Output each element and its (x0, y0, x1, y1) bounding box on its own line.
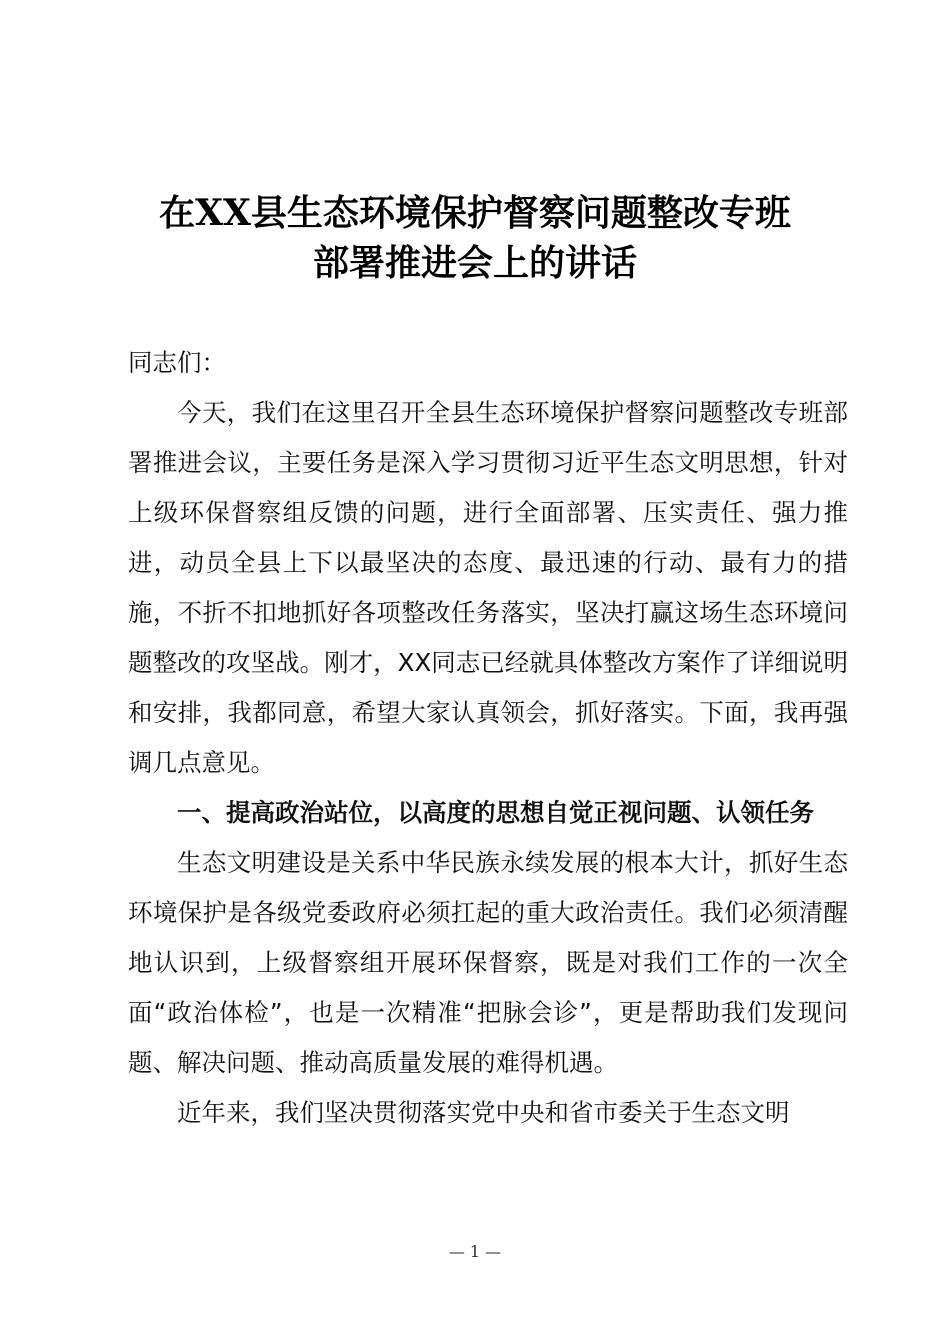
title-line-2: 部署推进会上的讲话 (312, 242, 637, 284)
page-number: — 1 — (448, 1242, 502, 1261)
salutation: 同志们： (128, 348, 226, 377)
document-body (128, 338, 848, 1138)
paragraph-intro: 今天，我们在这里召开全县生态环境保护督察问题整改专班部署推进会议，主要任务是深入学习贯彻习近平生态文明思想，针对上级环保督察组反馈的问题，进行全面部署、压实责任、强力推进，动员全县上下以最坚决的态度、最迅速的行动、最有力的措施，不折不扣地抓好各项整改任务落实，坚决打赢这场生态环境问题整改的攻坚战。刚才，XX同志已经就具体整改方案作了详细说明和安排，我都同意，希望大家认真领会，抓好落实。下面，我再强调几点意见。 (128, 398, 848, 777)
paragraph-section-1-continued: 近年来，我们坚决贯彻落实党中央和省市委关于生态文明 (177, 1098, 790, 1127)
document-title (100, 188, 850, 288)
section-heading-1: 一、提高政治站位，以高度的思想自觉正视问题、认领任务 (177, 798, 814, 827)
title-line-1: 在XX县生态环境保护督察问题整改专班 (159, 192, 791, 234)
paragraph-section-1: 生态文明建设是关系中华民族永续发展的根本大计，抓好生态环境保护是各级党委政府必须扛起的重大政治责任。我们必须清醒地认识到，上级督察组开展环保督察，既是对我们工作的一次全面“政治体检”，也是一次精准“把脉会诊”，更是帮助我们发现问题、解决问题、推动高质量发展的难得机遇。 (128, 848, 848, 1077)
